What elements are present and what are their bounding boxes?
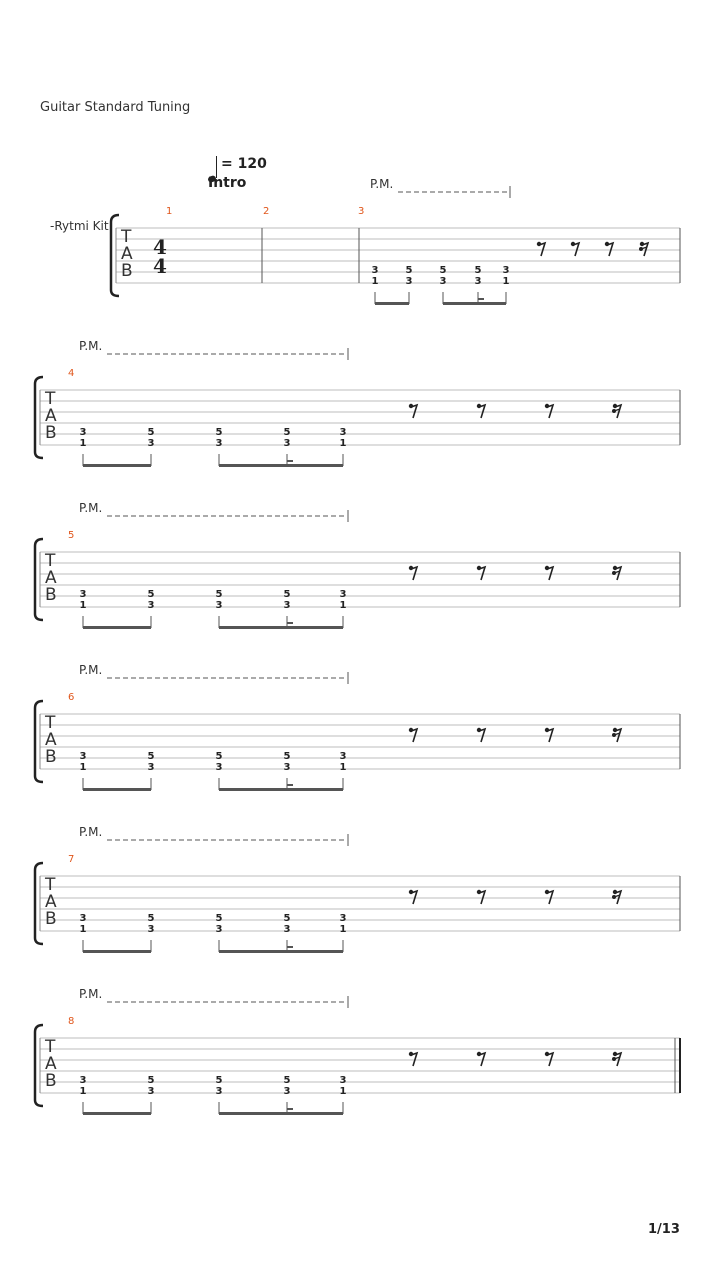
beam [375,302,409,305]
eighth-rest-icon [477,404,485,418]
fret-number: 3 [283,438,291,449]
system-bracket [35,1025,43,1106]
fret-number: 5 [474,265,482,276]
tab-system-3 [0,484,720,646]
partial-beam [287,622,293,624]
eighth-rest-icon [477,1052,485,1066]
fret-number: 3 [79,751,87,762]
fret-number: 3 [283,762,291,773]
fret-number: 3 [283,1086,291,1097]
fret-number: 5 [283,589,291,600]
bar-number: 3 [358,206,365,217]
sixteenth-rest-icon [639,242,648,256]
fret-number: 3 [339,913,347,924]
fret-number: 1 [79,924,87,935]
tab-clef-letter: B [45,909,57,929]
eighth-rest-icon [477,728,485,742]
eighth-rest-icon [545,890,553,904]
fret-number: 5 [215,751,223,762]
system-bracket [35,701,43,782]
sixteenth-rest-icon [612,566,621,580]
bar-number: 4 [68,368,75,379]
staff-graphics [0,646,720,808]
fret-number: 3 [215,924,223,935]
bar-number: 7 [68,854,75,865]
sixteenth-rest-icon [612,728,621,742]
eighth-rest-icon [545,728,553,742]
tab-clef-letter: T [121,227,132,247]
tab-clef-letter: B [45,1071,57,1091]
sixteenth-rest-icon [612,890,621,904]
fret-number: 1 [371,276,379,287]
palm-mute-label: P.M. [79,825,103,839]
beam [83,788,151,791]
staff-graphics [0,970,720,1132]
fret-number: 3 [147,924,155,935]
palm-mute-label: P.M. [79,501,103,515]
eighth-rest-icon [409,728,417,742]
tab-clef-letter: A [45,730,57,750]
time-signature-bottom: 4 [153,254,167,278]
fret-number: 5 [147,913,155,924]
bar-number: 5 [68,530,75,541]
track-name: -Rytmi Kit [50,219,109,233]
partial-beam [287,946,293,948]
time-signature-top: 4 [153,235,167,259]
fret-number: 3 [215,1086,223,1097]
fret-number: 5 [283,751,291,762]
fret-number: 5 [147,751,155,762]
tab-clef-letter: B [121,261,133,281]
fret-number: 3 [339,751,347,762]
tab-clef-letter: T [45,389,56,409]
beam [219,950,343,953]
fret-number: 5 [215,913,223,924]
section-label: Intro [208,175,247,191]
partial-beam [287,460,293,462]
staff-graphics [0,160,720,322]
tab-clef-letter: B [45,585,57,605]
tab-system-2 [0,322,720,484]
tab-clef-letter: A [45,892,57,912]
fret-number: 3 [147,438,155,449]
beam [83,1112,151,1115]
bar-number: 1 [166,206,173,217]
partial-beam [478,298,484,300]
tab-system-5 [0,808,720,970]
tab-clef-letter: T [45,875,56,895]
eighth-rest-icon [571,242,579,256]
sixteenth-rest-icon [612,1052,621,1066]
fret-number: 3 [283,924,291,935]
fret-number: 5 [283,1075,291,1086]
fret-number: 1 [79,1086,87,1097]
fret-number: 1 [339,438,347,449]
tempo-marking: = 120 [221,156,267,172]
fret-number: 5 [215,589,223,600]
bar-number: 2 [263,206,270,217]
tab-clef-letter: A [45,406,57,426]
fret-number: 5 [283,913,291,924]
staff-graphics [0,322,720,484]
eighth-rest-icon [545,404,553,418]
palm-mute-label: P.M. [79,339,103,353]
eighth-rest-icon [545,566,553,580]
tuning-label: Guitar Standard Tuning [40,100,191,115]
fret-number: 3 [283,600,291,611]
fret-number: 3 [371,265,379,276]
tab-clef-letter: T [45,1037,56,1057]
staff-graphics [0,808,720,970]
system-bracket [35,539,43,620]
fret-number: 3 [339,589,347,600]
fret-number: 1 [339,762,347,773]
tab-clef-letter: T [45,551,56,571]
fret-number: 3 [474,276,482,287]
fret-number: 5 [147,427,155,438]
beam [443,302,506,305]
system-bracket [35,377,43,458]
fret-number: 3 [215,600,223,611]
fret-number: 5 [215,1075,223,1086]
fret-number: 3 [79,1075,87,1086]
fret-number: 5 [215,427,223,438]
fret-number: 3 [147,600,155,611]
beam [219,626,343,629]
system-bracket [35,863,43,944]
fret-number: 5 [147,1075,155,1086]
palm-mute-label: P.M. [79,663,103,677]
fret-number: 3 [147,762,155,773]
fret-number: 1 [79,600,87,611]
fret-number: 1 [79,438,87,449]
tab-clef-letter: A [121,244,133,264]
fret-number: 1 [339,924,347,935]
tab-system-4 [0,646,720,808]
palm-mute-label: P.M. [79,987,103,1001]
eighth-rest-icon [477,890,485,904]
eighth-rest-icon [545,1052,553,1066]
beam [83,950,151,953]
eighth-rest-icon [409,566,417,580]
fret-number: 3 [502,265,510,276]
fret-number: 3 [215,762,223,773]
partial-beam [287,784,293,786]
fret-number: 5 [283,427,291,438]
page-number: 1/13 [648,1222,680,1237]
fret-number: 5 [439,265,447,276]
tab-clef-letter: A [45,1054,57,1074]
fret-number: 5 [147,589,155,600]
fret-number: 3 [439,276,447,287]
tab-clef-letter: A [45,568,57,588]
fret-number: 1 [502,276,510,287]
tab-system-1 [0,160,720,322]
eighth-rest-icon [537,242,545,256]
eighth-rest-icon [477,566,485,580]
tab-clef-letter: T [45,713,56,733]
beam [83,626,151,629]
beam [219,1112,343,1115]
eighth-rest-icon [409,404,417,418]
bar-number: 8 [68,1016,75,1027]
fret-number: 3 [339,427,347,438]
fret-number: 1 [339,1086,347,1097]
fret-number: 1 [79,762,87,773]
tab-clef-letter: B [45,747,57,767]
fret-number: 3 [215,438,223,449]
partial-beam [287,1108,293,1110]
sixteenth-rest-icon [612,404,621,418]
beam [219,464,343,467]
bar-number: 6 [68,692,75,703]
fret-number: 3 [79,589,87,600]
fret-number: 1 [339,600,347,611]
system-bracket [111,215,119,296]
fret-number: 3 [79,913,87,924]
fret-number: 3 [147,1086,155,1097]
tab-system-6 [0,970,720,1132]
tab-clef-letter: B [45,423,57,443]
staff-graphics [0,484,720,646]
palm-mute-label: P.M. [370,177,394,191]
fret-number: 3 [339,1075,347,1086]
fret-number: 3 [405,276,413,287]
eighth-rest-icon [409,1052,417,1066]
fret-number: 5 [405,265,413,276]
beam [83,464,151,467]
fret-number: 3 [79,427,87,438]
eighth-rest-icon [605,242,613,256]
beam [219,788,343,791]
eighth-rest-icon [409,890,417,904]
